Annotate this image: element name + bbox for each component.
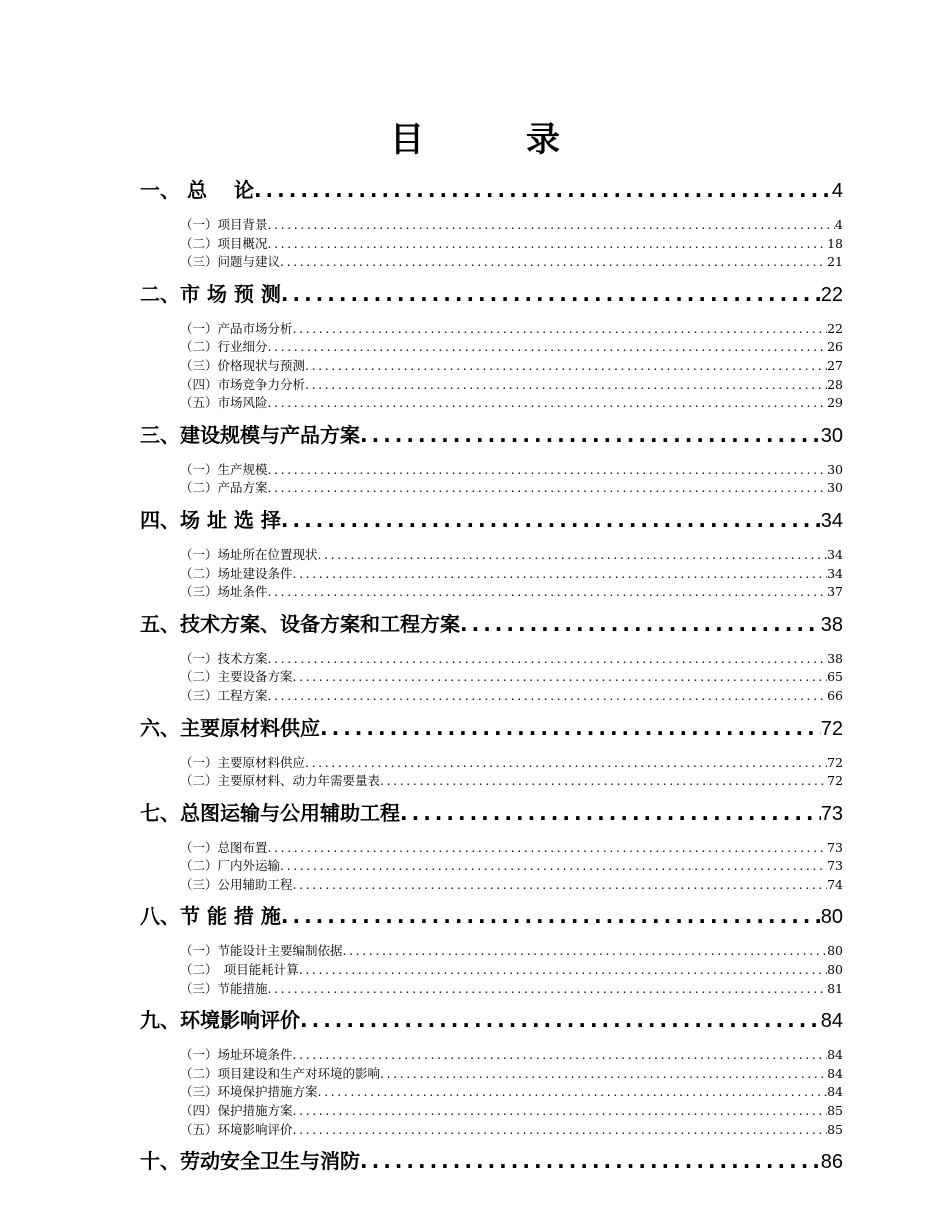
- toc-section-title: （二）主要原材料、动力年需要量表: [180, 773, 381, 789]
- toc-section-list: [140, 650, 843, 706]
- toc-section-list: [140, 942, 843, 998]
- toc-section-list: [140, 216, 843, 272]
- toc-section-title: （一）总图布置: [180, 839, 268, 855]
- toc-chapter-title: 八、节 能 措 施: [140, 904, 281, 929]
- toc-page-number: 38: [827, 650, 843, 666]
- toc-chapter-entry[interactable]: [140, 1004, 843, 1036]
- toc-page-number: 18: [827, 235, 843, 251]
- toc-section-title: （一）场址所在位置现状: [180, 546, 318, 562]
- toc-chapter-title: 五、技术方案、设备方案和工程方案: [140, 611, 460, 636]
- toc-section-list: [140, 546, 843, 602]
- toc-page-number: 22: [820, 283, 843, 306]
- toc-leader-dots: [268, 839, 828, 858]
- toc-page-number: 81: [827, 980, 843, 996]
- toc-page-number: 34: [827, 546, 843, 562]
- toc-section-title: （二）厂内外运输: [180, 858, 281, 874]
- toc-leader-dots: [293, 1121, 828, 1140]
- toc-page-number: 30: [820, 424, 843, 447]
- toc-section-title: （三）节能措施: [180, 980, 268, 996]
- toc-section-entry[interactable]: [140, 668, 843, 687]
- toc-chapter-entry[interactable]: [140, 278, 843, 310]
- toc-section-title: （二）行业细分: [180, 339, 268, 355]
- toc-section-title: （三）场址条件: [180, 584, 268, 600]
- toc-leader-dots: [280, 253, 827, 272]
- toc-page-number: 73: [827, 858, 843, 874]
- toc-chapter-title: 四、场 址 选 择: [140, 507, 281, 532]
- toc-page-number: 27: [827, 357, 843, 373]
- toc-section-title: （三）价格现状与预测: [180, 357, 306, 373]
- toc-section-entry[interactable]: [140, 357, 843, 376]
- toc-leader-dots: [293, 565, 828, 584]
- toc-page-number: 22: [827, 320, 843, 336]
- toc-chapter-title: 二、市 场 预 测: [140, 281, 281, 306]
- toc-page-number: 29: [827, 395, 843, 411]
- toc-section-title: （二） 项目能耗计算: [180, 962, 299, 978]
- toc-chapter-entry[interactable]: [140, 900, 843, 932]
- toc-section-entry[interactable]: [140, 235, 843, 254]
- toc-chapter-entry[interactable]: [140, 174, 843, 206]
- toc-section-entry[interactable]: [140, 876, 843, 895]
- toc-leader-dots: [293, 668, 828, 687]
- toc-page-number: 72: [827, 773, 843, 789]
- toc-chapter-title: 九、环境影响评价: [140, 1008, 300, 1033]
- toc-page-number: 4: [835, 217, 843, 232]
- toc-section-title: （四）保护措施方案: [180, 1103, 293, 1119]
- toc-leader-dots: [268, 583, 828, 602]
- toc-chapter-entry[interactable]: [140, 504, 843, 536]
- toc-leader-dots: [293, 1102, 828, 1121]
- toc-page-number: 30: [827, 480, 843, 496]
- toc-section-title: （五）市场风险: [180, 395, 268, 411]
- toc-leader-dots: [400, 801, 821, 825]
- toc-page-number: 34: [820, 509, 843, 532]
- toc-leader-dots: [281, 904, 821, 928]
- toc-leader-dots: [268, 980, 828, 999]
- toc-section-entry[interactable]: [140, 565, 843, 584]
- toc-section-title: （一）技术方案: [180, 650, 268, 666]
- toc-section-entry[interactable]: [140, 650, 843, 669]
- toc-page-number: 84: [827, 1047, 843, 1063]
- toc-section-title: （一）生产规模: [180, 461, 268, 477]
- toc-section-entry[interactable]: [140, 754, 843, 773]
- toc-leader-dots: [318, 546, 828, 565]
- toc-section-entry[interactable]: [140, 772, 843, 791]
- toc-chapter-entry[interactable]: [140, 712, 843, 744]
- toc-page-number: 80: [827, 962, 843, 978]
- toc-section-list: [140, 461, 843, 498]
- toc-section-entry[interactable]: [140, 961, 843, 980]
- toc-leader-dots: [460, 612, 821, 636]
- toc-page-number: 38: [820, 613, 843, 636]
- toc-section-list: [140, 1046, 843, 1139]
- toc-page-number: 85: [827, 1121, 843, 1137]
- toc-section-entry[interactable]: [140, 461, 843, 480]
- toc-section-title: （一）主要原材料供应: [180, 754, 306, 770]
- toc-page-number: 72: [820, 717, 843, 740]
- toc-section-title: （一）节能设计主要编制依据: [180, 943, 343, 959]
- toc-leader-dots: [305, 754, 827, 773]
- toc-section-list: [140, 320, 843, 413]
- toc-section-entry[interactable]: [140, 687, 843, 706]
- toc-leader-dots: [380, 1065, 827, 1084]
- toc-section-entry[interactable]: [140, 376, 843, 395]
- toc-section-entry[interactable]: [140, 338, 843, 357]
- toc-section-title: （一）场址环境条件: [180, 1047, 293, 1063]
- toc-page-number: 74: [827, 876, 843, 892]
- toc-leader-dots: [268, 394, 828, 413]
- toc-leader-dots: [380, 772, 827, 791]
- toc-section-entry[interactable]: [140, 1121, 843, 1140]
- toc-page-number: 26: [827, 339, 843, 355]
- toc-page-number: 66: [827, 687, 843, 703]
- toc-leader-dots: [280, 857, 827, 876]
- toc-section-entry[interactable]: [140, 546, 843, 565]
- toc-leader-dots: [281, 282, 821, 306]
- toc-section-entry[interactable]: [140, 1102, 843, 1121]
- toc-chapter-title: 三、建设规模与产品方案: [140, 422, 360, 447]
- toc-section-entry[interactable]: [140, 320, 843, 339]
- table-of-contents: [140, 174, 843, 1187]
- toc-section-list: [140, 754, 843, 791]
- toc-leader-dots: [320, 716, 821, 740]
- toc-section-list: [140, 839, 843, 895]
- toc-section-entry[interactable]: [140, 479, 843, 498]
- toc-leader-dots: [268, 650, 828, 669]
- toc-section-title: （二）产品方案: [180, 480, 268, 496]
- toc-section-entry[interactable]: [140, 942, 843, 961]
- toc-section-entry[interactable]: [140, 253, 843, 272]
- toc-section-entry[interactable]: [140, 857, 843, 876]
- toc-chapter-entry[interactable]: [140, 797, 843, 829]
- toc-page-number: 86: [820, 1151, 843, 1174]
- toc-page-number: 84: [827, 1065, 843, 1081]
- toc-page-number: 4: [831, 180, 843, 202]
- toc-section-title: （一）项目背景: [180, 217, 268, 232]
- toc-section-entry[interactable]: [140, 583, 843, 602]
- toc-page-number: 80: [820, 906, 843, 929]
- toc-section-title: （四）市场竞争力分析: [180, 376, 306, 392]
- toc-leader-dots: [268, 216, 836, 235]
- toc-page-number: 84: [827, 1084, 843, 1100]
- toc-section-title: （五）环境影响评价: [180, 1121, 293, 1137]
- toc-page-number: 34: [827, 565, 843, 581]
- toc-chapter-entry[interactable]: [140, 608, 843, 640]
- toc-chapter-title: 六、主要原材料供应: [140, 715, 320, 740]
- toc-page-number: 21: [827, 254, 843, 270]
- toc-chapter-entry[interactable]: [140, 1145, 843, 1177]
- toc-page-number: 84: [820, 1010, 843, 1033]
- toc-leader-dots: [305, 376, 827, 395]
- toc-leader-dots: [293, 876, 828, 895]
- toc-section-entry[interactable]: [140, 1065, 843, 1084]
- toc-page-number: 65: [827, 669, 843, 685]
- page-title: 目 录: [390, 120, 594, 160]
- toc-section-title: （二）项目概况: [180, 235, 268, 251]
- toc-page-number: 73: [827, 839, 843, 855]
- toc-page-number: 80: [827, 943, 843, 959]
- toc-section-title: （二）项目建设和生产对环境的影响: [180, 1065, 381, 1081]
- toc-section-entry[interactable]: [140, 1046, 843, 1065]
- toc-section-title: （三）工程方案: [180, 687, 268, 703]
- toc-page-number: 37: [827, 584, 843, 600]
- toc-section-entry[interactable]: [140, 839, 843, 858]
- toc-leader-dots: [293, 320, 828, 339]
- toc-page-number: 73: [820, 802, 843, 825]
- toc-page-number: 72: [827, 754, 843, 770]
- toc-leader-dots: [268, 687, 828, 706]
- toc-leader-dots: [305, 357, 827, 376]
- toc-leader-dots: [268, 235, 828, 254]
- toc-page-number: 85: [827, 1103, 843, 1119]
- toc-section-title: （二）主要设备方案: [180, 669, 293, 685]
- toc-page-number: 28: [827, 376, 843, 392]
- toc-leader-dots: [299, 961, 827, 980]
- toc-leader-dots: [268, 479, 828, 498]
- toc-section-title: （二）场址建设条件: [180, 565, 293, 581]
- toc-section-entry[interactable]: [140, 216, 843, 235]
- toc-leader-dots: [254, 178, 832, 202]
- toc-section-entry[interactable]: [140, 980, 843, 999]
- toc-section-title: （三）环境保护措施方案: [180, 1084, 318, 1100]
- toc-leader-dots: [318, 1083, 828, 1102]
- toc-leader-dots: [268, 338, 828, 357]
- toc-page-number: 30: [827, 461, 843, 477]
- toc-chapter-title: 十、劳动安全卫生与消防: [140, 1149, 360, 1174]
- toc-leader-dots: [343, 942, 828, 961]
- toc-leader-dots: [360, 423, 821, 447]
- toc-leader-dots: [360, 1149, 821, 1173]
- toc-section-title: （三）公用辅助工程: [180, 876, 293, 892]
- toc-leader-dots: [293, 1046, 828, 1065]
- toc-chapter-title: 一、 总 论: [140, 178, 254, 202]
- toc-leader-dots: [268, 461, 828, 480]
- toc-chapter-entry[interactable]: [140, 419, 843, 451]
- toc-leader-dots: [300, 1008, 821, 1032]
- toc-section-title: （一）产品市场分析: [180, 320, 293, 336]
- toc-section-entry[interactable]: [140, 1083, 843, 1102]
- toc-section-title: （三）问题与建议: [180, 254, 281, 270]
- toc-section-entry[interactable]: [140, 394, 843, 413]
- toc-leader-dots: [281, 508, 821, 532]
- toc-chapter-title: 七、总图运输与公用辅助工程: [140, 800, 400, 825]
